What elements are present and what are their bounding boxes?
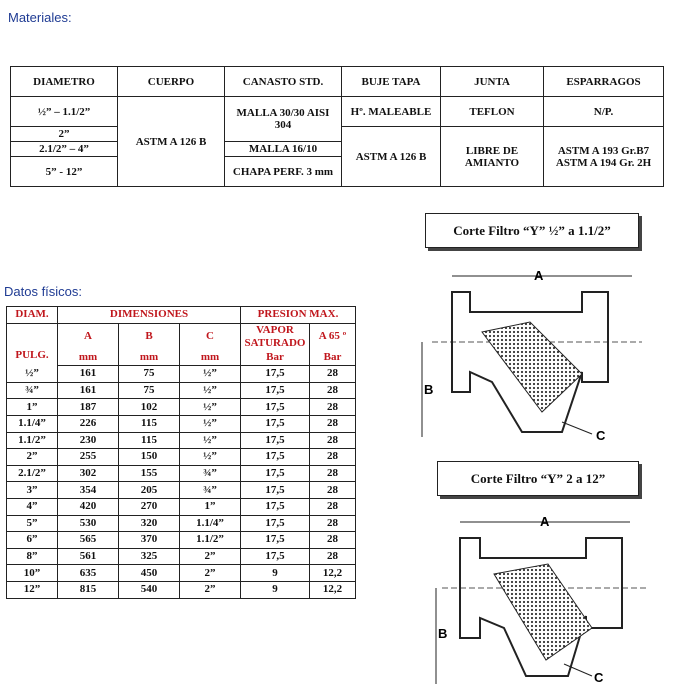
- buje-cell: Hº. MALEABLE: [342, 97, 441, 127]
- materials-table: [10, 66, 664, 187]
- vapor-cell: 9: [241, 581, 310, 598]
- b-cell: 115: [119, 415, 180, 432]
- header-buje: BUJE TAPA: [342, 67, 441, 97]
- datos-heading: Datos físicos:: [4, 284, 83, 299]
- diam-cell: 1”: [7, 399, 58, 416]
- label-c: C: [596, 428, 606, 443]
- c-cell: ¾”: [180, 465, 241, 482]
- vapor-cell: 17,5: [241, 449, 310, 466]
- vapor-cell: 17,5: [241, 532, 310, 549]
- vapor-cell: 17,5: [241, 548, 310, 565]
- diam-cell: 8”: [7, 548, 58, 565]
- esparragos-cell: ASTM A 193 Gr.B7 ASTM A 194 Gr. 2H: [544, 127, 664, 187]
- strainer-screen: [482, 322, 582, 412]
- vapor-cell: 17,5: [241, 399, 310, 416]
- diam-cell: ¾”: [7, 382, 58, 399]
- header-cuerpo: CUERPO: [118, 67, 225, 97]
- c-cell: ¾”: [180, 482, 241, 499]
- small-filter-section-drawing: [412, 262, 652, 452]
- label-b: B: [438, 626, 448, 641]
- a65-cell: 28: [310, 498, 356, 515]
- junta-cell: TEFLON: [441, 97, 544, 127]
- diam-cell: 6”: [7, 532, 58, 549]
- table-row: [7, 449, 356, 466]
- c-cell: 2”: [180, 565, 241, 582]
- a65-cell: 28: [310, 465, 356, 482]
- diam-cell: 1.1/2”: [7, 432, 58, 449]
- b-cell: 325: [119, 548, 180, 565]
- table-row: [7, 399, 356, 416]
- a65-cell: 12,2: [310, 565, 356, 582]
- diam-cell: 5”: [7, 515, 58, 532]
- esparragos-cell: N/P.: [544, 97, 664, 127]
- header-presion: PRESION MAX.: [241, 307, 356, 324]
- unit-b: mm: [119, 350, 180, 366]
- header-c: C: [180, 323, 241, 350]
- diam-cell: 1.1/4”: [7, 415, 58, 432]
- table-row: [7, 498, 356, 515]
- a-cell: 255: [58, 449, 119, 466]
- header-dimensiones: DIMENSIONES: [58, 307, 241, 324]
- vapor-cell: 17,5: [241, 382, 310, 399]
- a-cell: 815: [58, 581, 119, 598]
- diam-cell: 10”: [7, 565, 58, 582]
- materials-row: [11, 97, 664, 127]
- table-row: [7, 382, 356, 399]
- a65-cell: 28: [310, 366, 356, 383]
- a65-cell: 28: [310, 382, 356, 399]
- c-cell: ½”: [180, 399, 241, 416]
- c-cell: 2”: [180, 581, 241, 598]
- a-cell: 302: [58, 465, 119, 482]
- table-row: [7, 366, 356, 383]
- diam-cell: 3”: [7, 482, 58, 499]
- large-filter-section-drawing: [418, 508, 658, 688]
- a65-cell: 12,2: [310, 581, 356, 598]
- vapor-cell: 17,5: [241, 465, 310, 482]
- diam-cell: 2”: [7, 449, 58, 466]
- header-canasto: CANASTO STD.: [225, 67, 342, 97]
- caption-small-filter: Corte Filtro “Y” ½” a 1.1/2”: [425, 213, 639, 248]
- diam-cell: ½” – 1.1/2”: [11, 97, 118, 127]
- vapor-cell: 17,5: [241, 432, 310, 449]
- diam-cell: 5” - 12”: [11, 157, 118, 187]
- unit-a: mm: [58, 350, 119, 366]
- canasto-cell: CHAPA PERF. 3 mm: [225, 157, 342, 187]
- a65-cell: 28: [310, 532, 356, 549]
- b-cell: 270: [119, 498, 180, 515]
- physical-data-table: [6, 306, 356, 599]
- unit-vapor: Bar: [241, 350, 310, 366]
- junta-cell: LIBRE DE AMIANTO: [441, 127, 544, 187]
- b-cell: 115: [119, 432, 180, 449]
- b-cell: 150: [119, 449, 180, 466]
- table-row: [7, 565, 356, 582]
- diam-cell: 4”: [7, 498, 58, 515]
- materiales-heading: Materiales:: [8, 10, 72, 25]
- c-cell: 1”: [180, 498, 241, 515]
- table-row: [7, 548, 356, 565]
- b-cell: 102: [119, 399, 180, 416]
- a-cell: 187: [58, 399, 119, 416]
- unit-c: mm: [180, 350, 241, 366]
- label-a: A: [540, 514, 550, 529]
- vapor-cell: 17,5: [241, 498, 310, 515]
- table-row: [7, 532, 356, 549]
- a-cell: 635: [58, 565, 119, 582]
- c-cell: ½”: [180, 366, 241, 383]
- header-a: A: [58, 323, 119, 350]
- vapor-cell: 17,5: [241, 415, 310, 432]
- a65-cell: 28: [310, 548, 356, 565]
- c-cell: ½”: [180, 382, 241, 399]
- diam-cell: 2.1/2”: [7, 465, 58, 482]
- c-cell: 1.1/2”: [180, 532, 241, 549]
- label-b: B: [424, 382, 434, 397]
- physical-header-row: [7, 307, 356, 324]
- a-cell: 561: [58, 548, 119, 565]
- a-cell: 530: [58, 515, 119, 532]
- header-a65: A 65 º: [310, 323, 356, 350]
- b-cell: 155: [119, 465, 180, 482]
- physical-subheader-row: [7, 323, 356, 350]
- a-cell: 230: [58, 432, 119, 449]
- vapor-cell: 17,5: [241, 482, 310, 499]
- diam-cell: 2.1/2” – 4”: [11, 142, 118, 157]
- b-cell: 450: [119, 565, 180, 582]
- b-cell: 320: [119, 515, 180, 532]
- header-junta: JUNTA: [441, 67, 544, 97]
- a-cell: 161: [58, 366, 119, 383]
- a-cell: 226: [58, 415, 119, 432]
- header-b: B: [119, 323, 180, 350]
- materials-header-row: [11, 67, 664, 97]
- c-cell: 2”: [180, 548, 241, 565]
- table-row: [7, 581, 356, 598]
- header-vapor: VAPOR SATURADO: [241, 323, 310, 350]
- table-row: [7, 432, 356, 449]
- a-cell: 565: [58, 532, 119, 549]
- caption-large-filter: Corte Filtro “Y” 2 a 12”: [437, 461, 639, 496]
- table-row: [7, 482, 356, 499]
- diam-cell: 2”: [11, 127, 118, 142]
- b-cell: 75: [119, 366, 180, 383]
- a-cell: 420: [58, 498, 119, 515]
- vapor-cell: 17,5: [241, 515, 310, 532]
- cuerpo-cell: ASTM A 126 B: [118, 97, 225, 187]
- c-cell: ½”: [180, 415, 241, 432]
- diam-cell: ½”: [7, 366, 58, 383]
- unit-a65: Bar: [310, 350, 356, 366]
- a65-cell: 28: [310, 415, 356, 432]
- physical-units-row: [7, 350, 356, 366]
- table-row: [7, 515, 356, 532]
- c-cell: ½”: [180, 449, 241, 466]
- vapor-cell: 17,5: [241, 366, 310, 383]
- buje-cell: ASTM A 126 B: [342, 127, 441, 187]
- vapor-cell: 9: [241, 565, 310, 582]
- a65-cell: 28: [310, 399, 356, 416]
- a65-cell: 28: [310, 482, 356, 499]
- a-cell: 161: [58, 382, 119, 399]
- header-diam: DIAM.: [7, 307, 58, 324]
- header-diametro: DIAMETRO: [11, 67, 118, 97]
- b-cell: 540: [119, 581, 180, 598]
- b-cell: 75: [119, 382, 180, 399]
- a65-cell: 28: [310, 449, 356, 466]
- table-row: [7, 465, 356, 482]
- canasto-cell: MALLA 30/30 AISI 304: [225, 97, 342, 142]
- diam-cell: 12”: [7, 581, 58, 598]
- header-esparragos: ESPARRAGOS: [544, 67, 664, 97]
- label-a: A: [534, 268, 544, 283]
- table-row: [7, 415, 356, 432]
- header-pulg: PULG.: [7, 323, 58, 366]
- canasto-cell: MALLA 16/10: [225, 142, 342, 157]
- a65-cell: 28: [310, 515, 356, 532]
- b-cell: 205: [119, 482, 180, 499]
- c-cell: ½”: [180, 432, 241, 449]
- a65-cell: 28: [310, 432, 356, 449]
- c-cell: 1.1/4”: [180, 515, 241, 532]
- label-c: C: [594, 670, 604, 685]
- b-cell: 370: [119, 532, 180, 549]
- a-cell: 354: [58, 482, 119, 499]
